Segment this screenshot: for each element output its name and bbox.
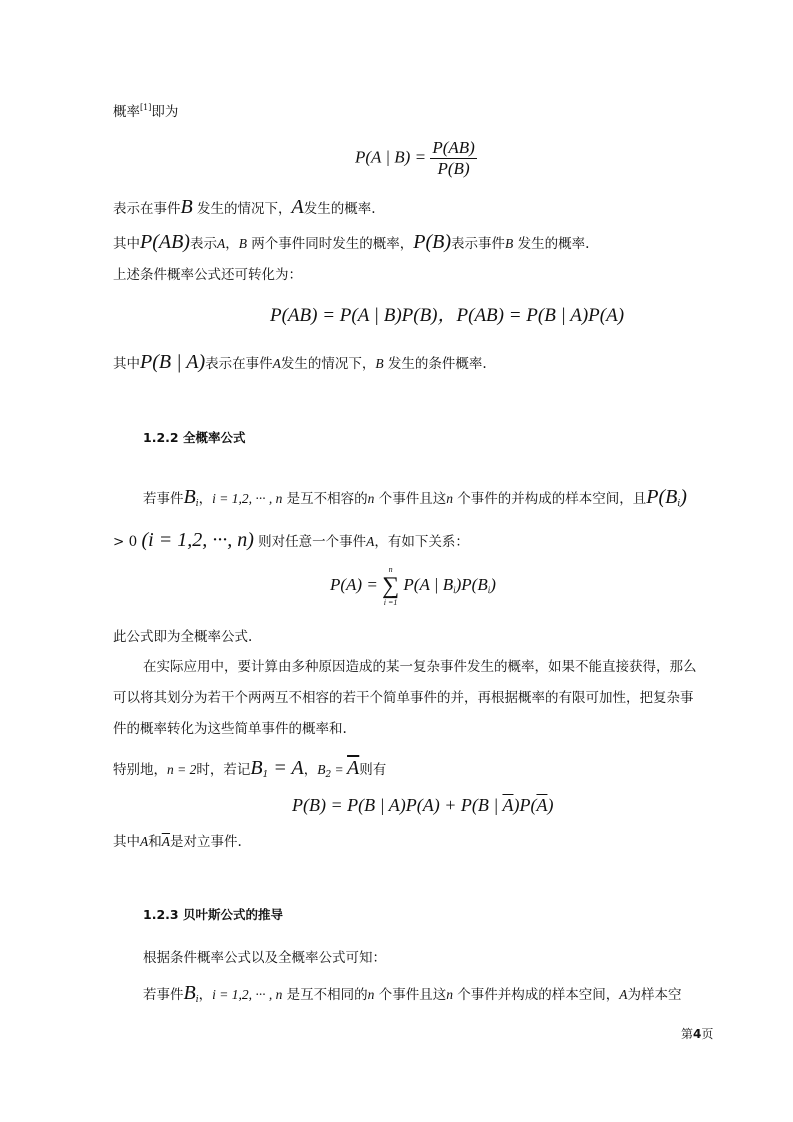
total-probability-line-1 [143, 487, 687, 514]
math-b: B [183, 982, 196, 1004]
total-probability-line-2 [113, 530, 469, 552]
text: 概率 [113, 104, 140, 120]
math-index-range: i = 1,2, ··· , n [212, 491, 283, 506]
text: 发生的情况下， [280, 356, 376, 372]
text: 表示 [189, 236, 217, 252]
bayes-intro-line: 根据条件概率公式以及全概率公式可知： [143, 950, 386, 966]
where-line-2 [113, 352, 487, 374]
text: 表示事件 [451, 236, 506, 252]
page-number [681, 1025, 713, 1042]
text: 则对任意一个事件 [253, 534, 367, 550]
text: 发生的条件概率. [383, 356, 487, 372]
transform-line: 上述条件概率公式还可转化为： [113, 267, 302, 283]
sum-upper-limit: n [388, 565, 393, 574]
text: 即为 [151, 104, 179, 120]
text: 是对立事件. [170, 834, 242, 850]
text: 第 [681, 1027, 694, 1041]
math-a-complement: $\overline{A}$ [347, 757, 360, 779]
math-a-complement: $\overline{A}$ [536, 795, 548, 815]
math-a: A [291, 196, 304, 218]
text: ， [303, 762, 318, 778]
summation-sign [382, 565, 399, 607]
text: ， [198, 491, 213, 507]
math-a: A [140, 834, 149, 849]
math-b: B [180, 196, 193, 218]
math-equals-a: = A [268, 757, 304, 779]
math-n: n [446, 491, 453, 506]
text: 其中 [113, 834, 140, 850]
text: 表示在事件 [205, 356, 273, 372]
text: 若事件 [143, 987, 184, 1003]
math-subscript: 2 [325, 770, 332, 780]
math-b: B [238, 236, 247, 251]
math-a-complement: $\overline{A}$ [502, 795, 514, 815]
equation-product-rule: P(AB) = P(A | B)P(B)，P(AB) = P(B | A)P(A) [270, 305, 625, 326]
equation-total-probability [330, 565, 496, 607]
math-a: A [216, 236, 226, 251]
text: 是互不相同的 [282, 987, 368, 1003]
special-case-line [113, 758, 386, 785]
eq-rhs: ) [490, 574, 496, 594]
math-pb: P(B) [413, 231, 452, 253]
denominator: P(B) [437, 159, 470, 178]
text: ， [198, 987, 213, 1003]
text: 发生的情况下， [192, 201, 292, 217]
math-equals: = [331, 762, 348, 777]
section-heading-total-probability: 1.2.2 全概率公式 [143, 430, 246, 445]
sigma-icon: ∑ [382, 573, 400, 599]
math-a-complement: $\overline{A}$ [161, 834, 170, 849]
text: 页 [701, 1027, 714, 1041]
text: 发生的概率. [513, 236, 590, 252]
math-subscript: 1 [262, 770, 269, 780]
text: 个事件的并构成的样本空间，且 [452, 491, 647, 507]
text: 是互不相容的 [282, 491, 368, 507]
math-pbi: P(B [646, 486, 678, 508]
math-pab: P(AB) [140, 231, 190, 253]
total-probability-name-line: 此公式即为全概率公式. [113, 629, 253, 645]
math-a: A [366, 534, 375, 549]
text: 其中 [113, 236, 140, 252]
text: 则有 [359, 762, 387, 778]
eq-part: ) [547, 795, 554, 815]
citation[interactable]: [1] [140, 103, 152, 112]
math-n-equals-2: n = 2 [167, 762, 197, 777]
eq-rhs: P(A | B [403, 574, 454, 594]
text: 若事件 [143, 491, 184, 507]
text: 时，若记 [196, 762, 251, 778]
math-b: B [183, 486, 196, 508]
math-n: n [367, 491, 375, 506]
equation-special-case [292, 795, 553, 816]
math-subscript: i [677, 499, 681, 509]
math-pba: P(B | A) [140, 351, 206, 373]
paragraph-line: 在实际应用中，要计算由多种原因造成的某一复杂事件发生的概率，如果不能直接获得，那么 [143, 659, 697, 675]
math-a: A [272, 356, 281, 371]
sum-lower-limit: i =1 [383, 598, 398, 607]
math-b2: B [317, 762, 326, 777]
paragraph-line: 可以将其划分为若干个两两互不相容的若干个简单事件的并，再根据概率的有限可加性，把复杂事 [113, 690, 694, 706]
math-index-range: (i = 1,2, ···, n) [141, 529, 254, 551]
math-b: B [505, 236, 514, 251]
bayes-condition-line [143, 983, 682, 1010]
math-gt-zero: > 0 [113, 534, 138, 550]
math-b1: B [250, 757, 263, 779]
fraction [430, 138, 476, 179]
complement-line [113, 832, 242, 852]
section-heading-bayes-derivation: 1.2.3 贝叶斯公式的推导 [143, 907, 283, 922]
math-subscript: i [195, 995, 199, 1005]
text: 个事件且这 [374, 987, 447, 1003]
text: 两个事件同时发生的概率， [246, 236, 414, 252]
equation-conditional-probability [355, 138, 477, 179]
text: 个事件并构成的样本空间， [452, 987, 620, 1003]
meaning-line [113, 197, 376, 219]
text: ，有如下关系： [374, 534, 469, 550]
math-n: n [446, 987, 453, 1002]
math-a: A [619, 987, 628, 1002]
text: 其中 [113, 356, 140, 372]
text: 表示在事件 [113, 201, 181, 217]
where-line-1 [113, 232, 589, 254]
math-paren: ) [680, 486, 687, 508]
text: 个事件且这 [374, 491, 447, 507]
text: ， [225, 236, 239, 252]
numerator: P(AB) [432, 138, 475, 157]
math-n: n [367, 987, 375, 1002]
math-index-range: i = 1,2, ··· , n [212, 987, 283, 1002]
paragraph-line: 件的概率转化为这些简单事件的概率和. [113, 721, 347, 737]
text: 发生的概率. [303, 201, 376, 217]
text: 为样本空 [627, 987, 682, 1003]
intro-line [113, 98, 178, 122]
eq-part: P(B) = P(B | A)P(A) + P(B | [292, 795, 503, 815]
text: 特别地， [113, 762, 167, 778]
eq-lhs: P(A) = [330, 574, 378, 594]
text: 和 [148, 834, 162, 850]
math-subscript: i [487, 584, 491, 595]
page-number-value: 4 [693, 1027, 702, 1041]
eq-lhs: P(A | B) = [355, 147, 427, 167]
eq-rhs: )P(B [455, 574, 488, 594]
math-subscript: i [195, 499, 199, 509]
math-b: B [375, 356, 384, 371]
math-subscript: i [453, 584, 456, 595]
eq-part: )P( [513, 795, 537, 815]
